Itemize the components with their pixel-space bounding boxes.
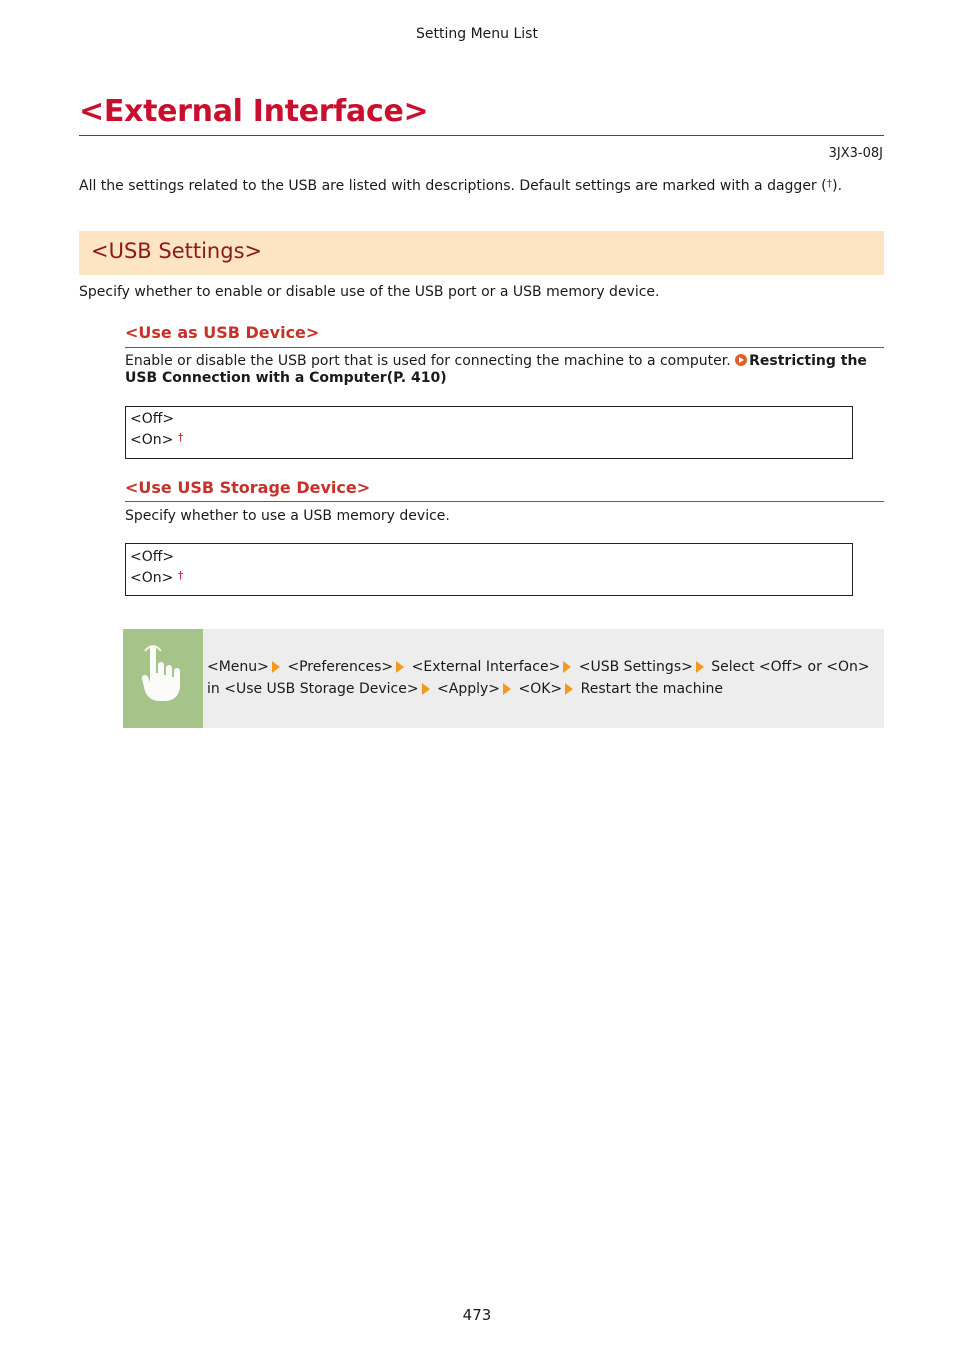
doc-code: 3JX3-08J bbox=[828, 146, 883, 161]
page-title: <External Interface> bbox=[79, 94, 429, 129]
step: Select <Off> or <On> in <Use USB Storage Device> bbox=[207, 659, 870, 697]
arrow-right-icon bbox=[396, 661, 404, 673]
option-on bbox=[130, 432, 183, 448]
subsection-rule bbox=[125, 347, 884, 348]
restricting-usb-link[interactable]: Restricting the USB Connection with a Computer(P. 410) bbox=[125, 353, 867, 386]
subsection-description bbox=[125, 353, 880, 387]
option-on bbox=[130, 570, 183, 586]
operation-steps bbox=[207, 656, 883, 700]
default-dagger: † bbox=[177, 431, 184, 444]
dagger-mark: † bbox=[826, 177, 833, 190]
option-label: <Off> bbox=[130, 549, 175, 565]
arrow-right-icon bbox=[422, 683, 430, 695]
option-label: <Off> bbox=[130, 411, 175, 427]
running-header: Setting Menu List bbox=[416, 26, 538, 42]
title-rule bbox=[79, 135, 884, 136]
default-dagger: † bbox=[177, 569, 184, 582]
subsection-title-use-as-usb-device: <Use as USB Device> bbox=[125, 323, 320, 342]
option-label: <On> bbox=[130, 570, 174, 586]
step: <Menu> bbox=[207, 659, 269, 675]
arrow-right-icon bbox=[565, 683, 573, 695]
arrow-right-icon bbox=[563, 661, 571, 673]
subsection-rule bbox=[125, 501, 884, 502]
operation-panel bbox=[123, 629, 884, 728]
step: <Apply> bbox=[437, 681, 501, 697]
section-description: Specify whether to enable or disable use of the USB port or a USB memory device. bbox=[79, 284, 660, 300]
arrow-right-icon bbox=[503, 683, 511, 695]
arrow-right-icon bbox=[696, 661, 704, 673]
intro-text-end: ). bbox=[832, 178, 843, 194]
options-box bbox=[125, 406, 853, 459]
options-box bbox=[125, 543, 853, 596]
arrow-right-icon bbox=[272, 661, 280, 673]
step: <OK> bbox=[518, 681, 563, 697]
step: <USB Settings> bbox=[578, 659, 693, 675]
intro-text bbox=[79, 178, 842, 194]
link-arrow-icon[interactable] bbox=[735, 354, 747, 366]
pointing-hand-icon bbox=[123, 629, 203, 728]
subsection-description: Specify whether to use a USB memory device. bbox=[125, 508, 450, 524]
option-off bbox=[130, 411, 174, 427]
page-number: 473 bbox=[462, 1306, 492, 1324]
subsection-title-use-usb-storage-device: <Use USB Storage Device> bbox=[125, 478, 371, 497]
step: Restart the machine bbox=[580, 681, 723, 697]
option-off bbox=[130, 549, 174, 565]
operation-icon-box bbox=[123, 629, 203, 728]
step: <External Interface> bbox=[411, 659, 561, 675]
intro-text-start: All the settings related to the USB are listed with descriptions. Default settings are marked with a dagger ( bbox=[79, 178, 827, 194]
step: <Preferences> bbox=[287, 659, 394, 675]
description-text: Enable or disable the USB port that is used for connecting the machine to a computer. bbox=[125, 353, 736, 369]
section-title: <USB Settings> bbox=[91, 239, 263, 263]
option-label: <On> bbox=[130, 432, 174, 448]
